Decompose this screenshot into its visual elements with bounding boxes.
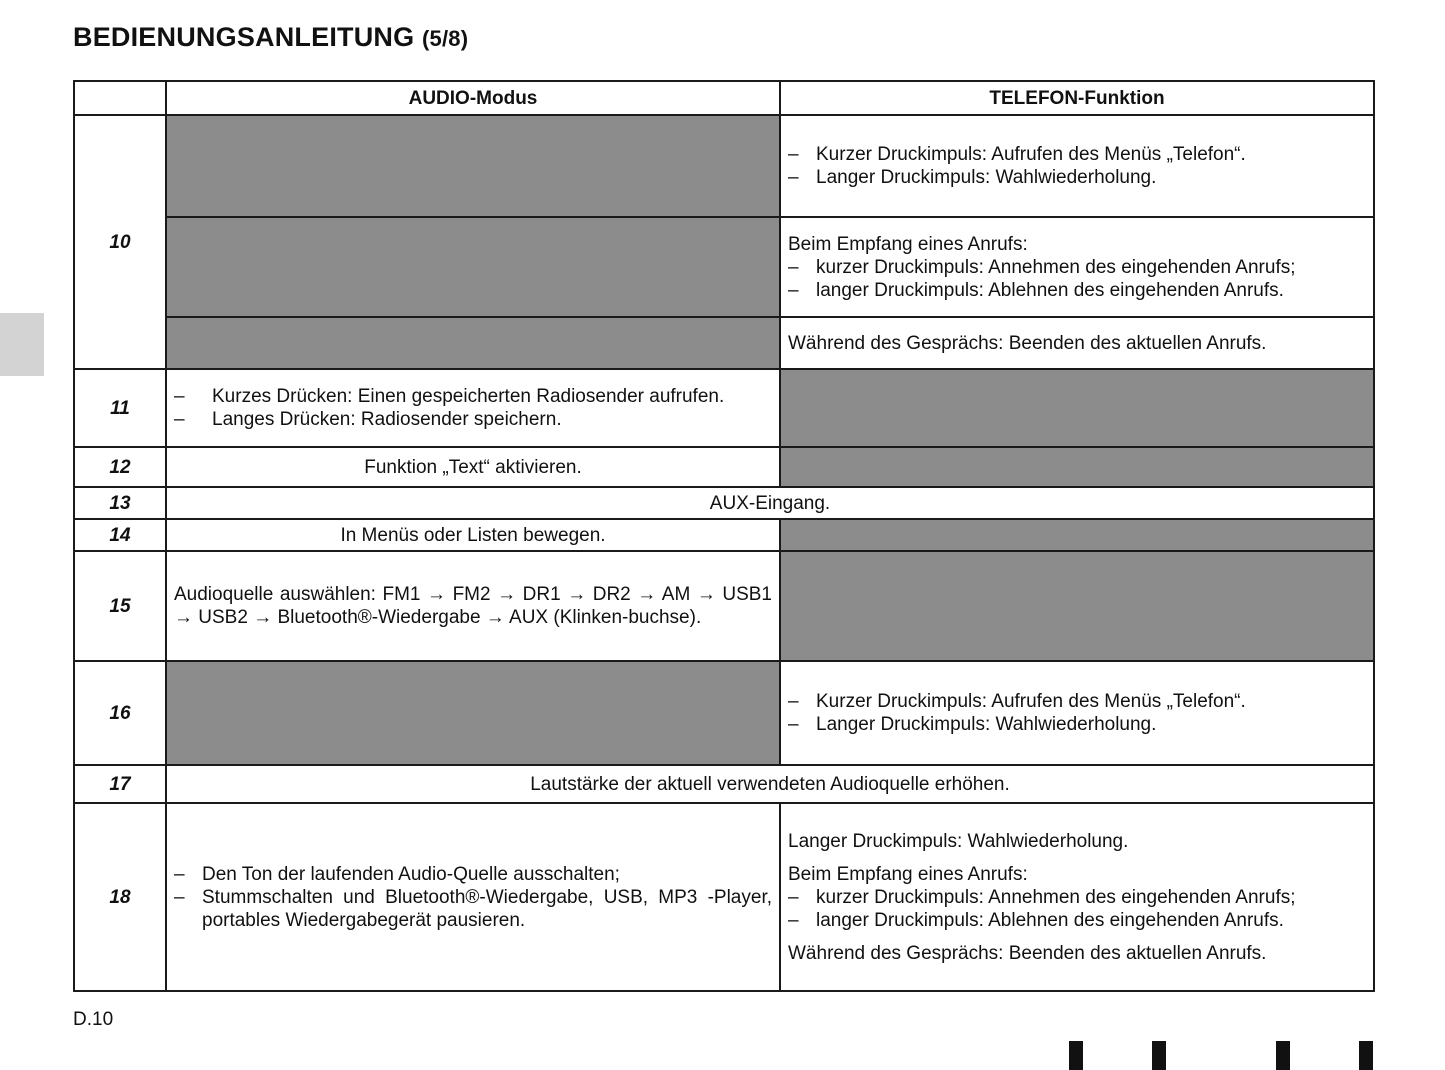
shaded-cell	[780, 519, 1374, 551]
phone-cell-10c: Während des Gesprächs: Beenden des aktuellen Anrufs.	[780, 317, 1374, 369]
row-number-12: 12	[74, 447, 166, 487]
phone-line: Langer Druckimpuls: Wahlwiederholung.	[788, 830, 1129, 852]
shaded-cell	[166, 661, 780, 765]
table-row-16	[74, 661, 1374, 765]
table-row-14	[74, 519, 1374, 551]
list-item: – kurzer Druckimpuls: Annehmen des eingehenden Anrufs;	[788, 886, 1296, 908]
shaded-cell	[166, 317, 780, 369]
side-tab	[0, 313, 44, 376]
header-audio-mode: AUDIO-Modus	[166, 81, 780, 115]
row-number-18: 18	[74, 803, 166, 991]
page-number: D.10	[73, 1009, 114, 1030]
audio-cell-14: In Menüs oder Listen bewegen.	[166, 519, 780, 551]
row-number-17: 17	[74, 765, 166, 803]
table-row-10b	[74, 217, 1374, 317]
table-header-row	[74, 81, 1374, 115]
list-item: – Stummschalten und Bluetooth®-Wiedergabe, USB, MP3 -Player, portables Wiedergabegerät pausieren.	[174, 886, 772, 931]
audio-cell-11	[166, 369, 780, 447]
table-row-12	[74, 447, 1374, 487]
row-number-13: 13	[74, 487, 166, 519]
list-item: – Kurzer Druckimpuls: Aufrufen des Menüs „Telefon“.	[788, 691, 1246, 712]
phone-line: Während des Gesprächs: Beenden des aktuellen Anrufs.	[788, 942, 1267, 964]
table-row-10c	[74, 317, 1374, 369]
list-item: – Den Ton der laufenden Audio-Quelle ausschalten;	[174, 863, 620, 885]
row-number-10: 10	[74, 115, 166, 369]
table-row-17	[74, 765, 1374, 803]
shaded-cell	[780, 447, 1374, 487]
shaded-cell	[166, 217, 780, 317]
phone-intro: Beim Empfang eines Anrufs:	[788, 233, 1028, 255]
list-item: – Langes Drücken: Radiosender speichern.	[174, 409, 562, 430]
table-row-11	[74, 369, 1374, 447]
shaded-cell	[780, 369, 1374, 447]
phone-cell-16	[780, 661, 1374, 765]
page-title-text: BEDIENUNGSANLEITUNG	[73, 22, 415, 52]
phone-cell-18	[780, 803, 1374, 991]
table-row-15	[74, 551, 1374, 661]
print-mark	[1359, 1041, 1373, 1070]
header-phone-function: TELEFON-Funktion	[780, 81, 1374, 115]
print-mark	[1152, 1041, 1166, 1070]
table-row-13	[74, 487, 1374, 519]
controls-table	[73, 80, 1375, 992]
print-mark	[1069, 1041, 1083, 1070]
list-item: – langer Druckimpuls: Ablehnen des eingehenden Anrufs.	[788, 279, 1284, 301]
phone-cell-10a	[780, 115, 1374, 217]
row-number-14: 14	[74, 519, 166, 551]
audio-cell-15: Audioquelle auswählen: FM1 → FM2 → DR1 → DR2 → AM → USB1 → USB2 → Bluetooth®-Wiedergabe → AUX (Klinken-buchse).	[166, 551, 780, 661]
phone-cell-10b	[780, 217, 1374, 317]
header-number	[74, 81, 166, 115]
row-number-15: 15	[74, 551, 166, 661]
row-number-16: 16	[74, 661, 166, 765]
list-item: – Langer Druckimpuls: Wahlwiederholung.	[788, 167, 1157, 188]
list-item: – Langer Druckimpuls: Wahlwiederholung.	[788, 714, 1157, 735]
list-item: – kurzer Druckimpuls: Annehmen des eingehenden Anrufs;	[788, 256, 1296, 278]
page-title	[73, 22, 468, 53]
print-mark	[1276, 1041, 1290, 1070]
shaded-cell	[166, 115, 780, 217]
list-item: – Kurzer Druckimpuls: Aufrufen des Menüs „Telefon“.	[788, 144, 1246, 165]
row-number-11: 11	[74, 369, 166, 447]
audio-cell-12: Funktion „Text“ aktivieren.	[166, 447, 780, 487]
phone-intro: Beim Empfang eines Anrufs:	[788, 863, 1028, 885]
list-item: – langer Druckimpuls: Ablehnen des eingehenden Anrufs.	[788, 909, 1284, 931]
table-row-18	[74, 803, 1374, 991]
audio-cell-18	[166, 803, 780, 991]
merged-cell-17: Lautstärke der aktuell verwendeten Audioquelle erhöhen.	[166, 765, 1374, 803]
page-title-part: (5/8)	[422, 26, 469, 51]
shaded-cell	[780, 551, 1374, 661]
merged-cell-13: AUX-Eingang.	[166, 487, 1374, 519]
table-row-10a	[74, 115, 1374, 217]
list-item: – Kurzes Drücken: Einen gespeicherten Radiosender aufrufen.	[174, 386, 725, 407]
